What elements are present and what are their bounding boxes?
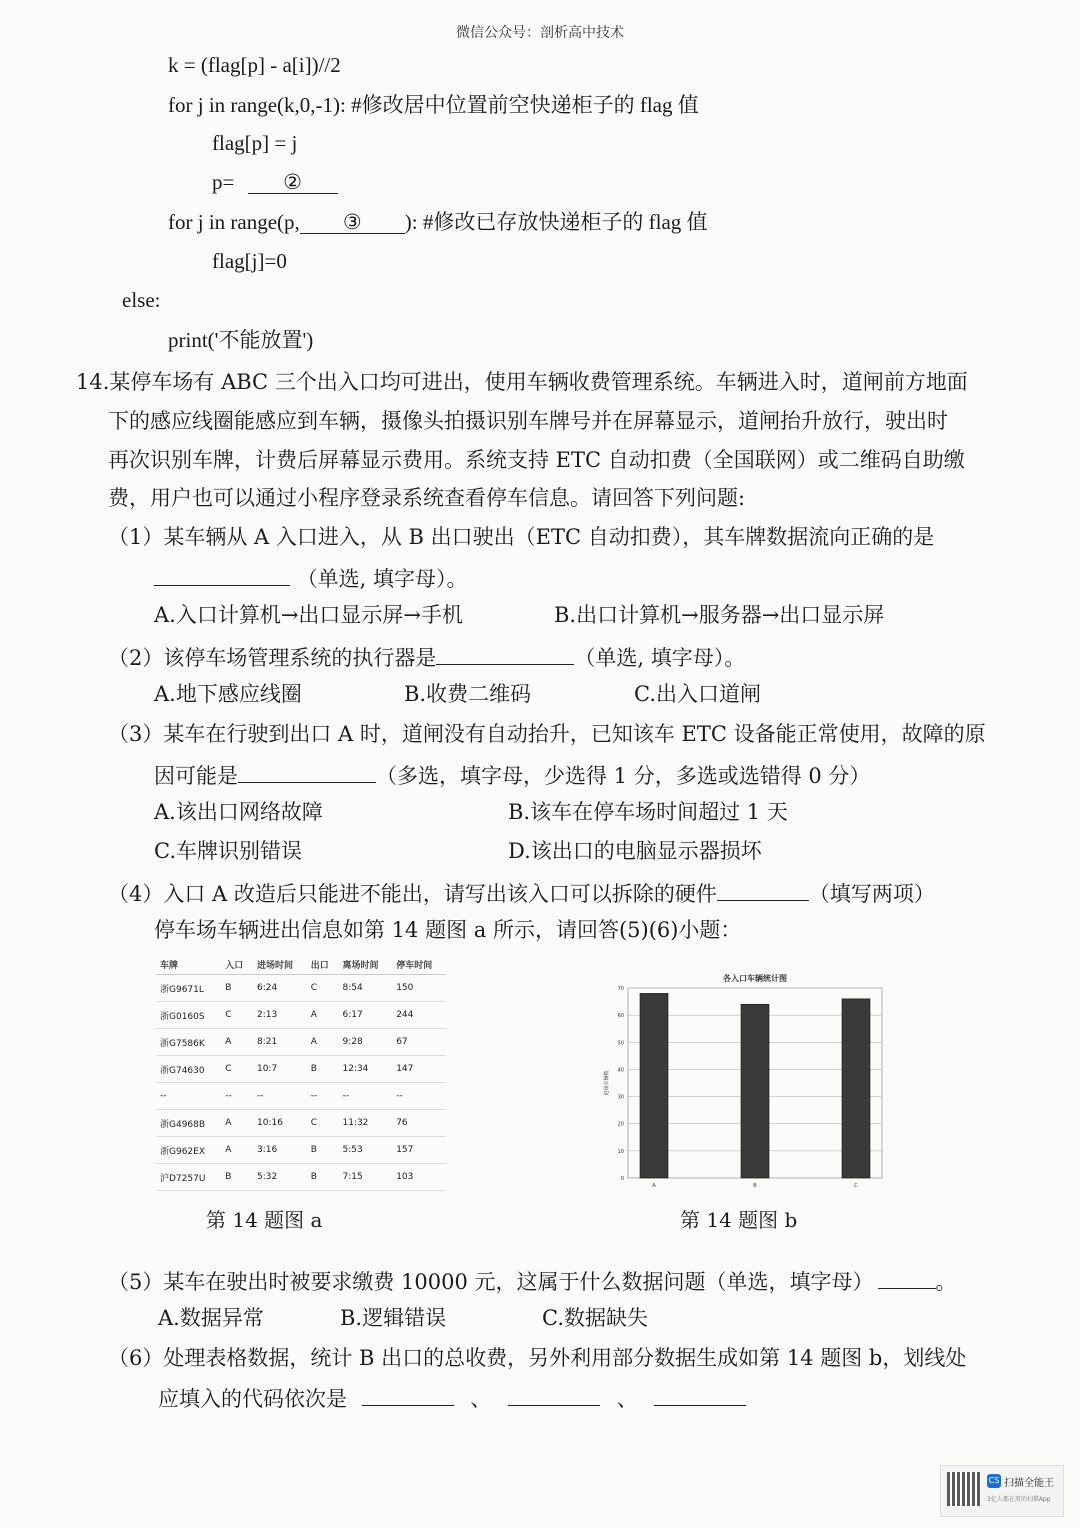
- q14-part1: （1）某车辆从 A 入口进入，从 B 出口驶出（ETC 自动扣费），其车牌数据流向正确的是: [108, 525, 935, 549]
- cell-exit-time: --: [338, 1083, 392, 1110]
- q14-part5-text: （5）某车在驶出时被要求缴费 10000 元，这属于什么数据问题（单选，填字母）: [108, 1270, 874, 1294]
- cell-entry-time: --: [253, 1083, 307, 1110]
- cell-exit: C: [307, 975, 339, 1002]
- q14-part1-option-a: A.入口计算机→出口显示屏→手机: [154, 603, 464, 627]
- code-line-5: [168, 207, 708, 237]
- answer-blank-2[interactable]: [436, 640, 574, 665]
- cell-duration: 157: [392, 1137, 446, 1164]
- table-row: [156, 1164, 446, 1191]
- cell-plate: 沪D7257U: [156, 1164, 221, 1191]
- badge-name: 扫描全能王: [1004, 1478, 1054, 1489]
- cell-plate: 浙G0160S: [156, 1002, 221, 1029]
- cell-exit-time: 5:53: [338, 1137, 392, 1164]
- separator-2: 、: [616, 1387, 638, 1411]
- code-for-range: for j in range(p,: [168, 210, 300, 234]
- q14-part5: [108, 1264, 957, 1297]
- cell-entry-time: 2:13: [253, 1002, 307, 1029]
- q14-part1-answer-line: [154, 561, 468, 594]
- answer-blank-5[interactable]: [878, 1264, 936, 1289]
- answer-blank-6b[interactable]: [508, 1381, 600, 1406]
- q14-part4-text: （4）入口 A 改造后只能进不能出，请写出该入口可以拆除的硬件: [108, 882, 717, 906]
- cell-plate: 浙G74630: [156, 1056, 221, 1083]
- q14-stem-2: 下的感应线圈能感应到车辆，摄像头拍摄识别车牌号并在屏幕显示，道闸抬升放行，驶出时: [108, 409, 948, 433]
- cell-entry: C: [221, 1056, 253, 1083]
- blank-2: ②: [248, 169, 338, 194]
- q14-part2: [108, 640, 745, 673]
- q14-stem-4: 费，用户也可以通过小程序登录系统查看停车信息。请回答下列问题:: [108, 486, 746, 510]
- col-exit: 出口: [307, 954, 339, 975]
- q14-part2-option-c: C.出入口道闸: [634, 682, 761, 706]
- entry-bar-chart: [596, 966, 892, 1192]
- cell-entry: B: [221, 1164, 253, 1191]
- chart-title: 各入口车辆统计图: [723, 974, 787, 983]
- code-line-6: flag[j]=0: [212, 249, 287, 273]
- q14-part5-option-a: A.数据异常: [158, 1306, 264, 1330]
- cell-entry-time: 10:7: [253, 1056, 307, 1083]
- cell-exit-time: 7:15: [338, 1164, 392, 1191]
- table-row: [156, 975, 446, 1002]
- badge-subtitle: 3亿人都在用的扫描App: [987, 1496, 1051, 1503]
- q14-part2-option-b: B.收费二维码: [404, 682, 532, 706]
- cell-entry: C: [221, 1002, 253, 1029]
- cell-entry-time: 5:32: [253, 1164, 307, 1191]
- y-tick-label: 40: [617, 1067, 624, 1074]
- q14-part2-option-a: A.地下感应线圈: [154, 682, 302, 706]
- q14-part4-tail: （填写两项）: [808, 882, 935, 906]
- cell-exit: C: [307, 1110, 339, 1137]
- col-duration: 停车时间: [392, 954, 446, 975]
- q14-part3-option-d: D.该出口的电脑显示器损坏: [508, 839, 762, 863]
- cell-duration: --: [392, 1083, 446, 1110]
- x-tick-label: B: [753, 1183, 757, 1189]
- cell-duration: 244: [392, 1002, 446, 1029]
- cell-exit: --: [307, 1083, 339, 1110]
- q14-part2-tail: （单选, 填字母）。: [574, 646, 746, 670]
- q14-part6-line2: [158, 1381, 746, 1414]
- figure-intro: 停车场车辆进出信息如第 14 题图 a 所示，请回答(5)(6)小题：: [154, 918, 742, 942]
- caption-figure-b: 第 14 题图 b: [680, 1208, 798, 1232]
- y-tick-label: 10: [617, 1148, 624, 1155]
- cell-plate: 浙G4968B: [156, 1110, 221, 1137]
- answer-blank-3[interactable]: [238, 758, 376, 783]
- code-p-assign: p=: [212, 170, 235, 194]
- code-else: else:: [122, 288, 161, 312]
- cell-entry: --: [221, 1083, 253, 1110]
- cell-plate: 浙G7586K: [156, 1029, 221, 1056]
- y-tick-label: 0: [620, 1176, 624, 1182]
- cell-exit-time: 6:17: [338, 1002, 392, 1029]
- separator-1: 、: [470, 1387, 492, 1411]
- y-tick-label: 30: [617, 1094, 624, 1101]
- table-header-row: [156, 954, 446, 975]
- answer-blank-6a[interactable]: [362, 1381, 454, 1406]
- col-entry: 入口: [221, 954, 253, 975]
- code-line-2: for j in range(k,0,-1): #修改居中位置前空快递柜子的 flag 值: [168, 93, 699, 117]
- code-line-1: k = (flag[p] - a[i])//2: [168, 53, 341, 77]
- table-row: [156, 1110, 446, 1137]
- cell-duration: 147: [392, 1056, 446, 1083]
- q14-part3-option-c: C.车牌识别错误: [154, 839, 302, 863]
- cell-exit-time: 11:32: [338, 1110, 392, 1137]
- cell-exit: B: [307, 1137, 339, 1164]
- blank-3: ③: [300, 209, 405, 234]
- bar-B: [741, 1004, 769, 1178]
- cell-exit-time: 8:54: [338, 975, 392, 1002]
- cell-exit-time: 12:34: [338, 1056, 392, 1083]
- cell-duration: 150: [392, 975, 446, 1002]
- q14-part5-option-c: C.数据缺失: [542, 1306, 648, 1330]
- cell-duration: 76: [392, 1110, 446, 1137]
- q14-part3-line2: [154, 758, 870, 791]
- answer-blank-4[interactable]: [717, 876, 809, 901]
- col-exit-time: 离场时间: [338, 954, 392, 975]
- cell-entry-time: 10:16: [253, 1110, 307, 1137]
- code-line-4: [212, 167, 338, 197]
- col-plate: 车牌: [156, 954, 221, 975]
- cell-duration: 67: [392, 1029, 446, 1056]
- q14-part1-tail: （单选, 填字母）。: [296, 567, 468, 591]
- x-tick-label: A: [652, 1183, 656, 1189]
- q14-part1-option-b: B.出口计算机→服务器→出口显示屏: [554, 603, 885, 627]
- q14-part6: （6）处理表格数据，统计 B 出口的总收费，另外利用部分数据生成如第 14 题图 b，划线处: [108, 1346, 967, 1370]
- cell-entry: B: [221, 975, 253, 1002]
- cell-plate: 浙G9671L: [156, 975, 221, 1002]
- q14-part3-option-a: A.该出口网络故障: [154, 800, 323, 824]
- y-tick-label: 70: [617, 986, 624, 992]
- qr-code-icon: [947, 1472, 981, 1506]
- code-for-comment: ): #修改已存放快递柜子的 flag 值: [404, 210, 708, 234]
- scanner-watermark-badge: [940, 1465, 1064, 1517]
- col-entry-time: 进场时间: [253, 954, 307, 975]
- cell-exit: A: [307, 1002, 339, 1029]
- q14-part3: （3）某车在行驶到出口 A 时，道闸没有自动抬升，已知该车 ETC 设备能正常使用，故障的原: [108, 722, 986, 746]
- y-tick-label: 20: [617, 1121, 624, 1128]
- cell-exit-time: 9:28: [338, 1029, 392, 1056]
- table-row: [156, 1002, 446, 1029]
- q14-part6-code: 应填入的代码依次是: [158, 1387, 347, 1411]
- cell-entry: A: [221, 1110, 253, 1137]
- cell-entry-time: 6:24: [253, 975, 307, 1002]
- cell-duration: 103: [392, 1164, 446, 1191]
- q14-stem-3: 再次识别车牌，计费后屏幕显示费用。系统支持 ETC 自动扣费（全国联网）或二维码自助缴: [108, 448, 965, 472]
- y-axis-label: 进场车辆数: [604, 1070, 610, 1096]
- table-row: [156, 1083, 446, 1110]
- table-row: [156, 1137, 446, 1164]
- q14-part4: [108, 876, 935, 909]
- cell-entry: A: [221, 1029, 253, 1056]
- q14-part5-option-b: B.逻辑错误: [340, 1306, 447, 1330]
- page-header: 微信公众号：剖析高中技术: [456, 25, 624, 41]
- cs-logo-icon: CS: [987, 1474, 1001, 1488]
- cell-exit: B: [307, 1056, 339, 1083]
- cell-exit: A: [307, 1029, 339, 1056]
- vehicle-table: [156, 954, 446, 1191]
- answer-blank-6c[interactable]: [654, 1381, 746, 1406]
- q14-part3-tail: （多选，填字母，少选得 1 分，多选或选错得 0 分）: [376, 764, 871, 788]
- q14-part2-text: （2）该停车场管理系统的执行器是: [108, 646, 437, 670]
- cell-exit: B: [307, 1164, 339, 1191]
- caption-figure-a: 第 14 题图 a: [206, 1208, 323, 1232]
- table-row: [156, 1056, 446, 1083]
- answer-blank-1[interactable]: [154, 561, 290, 586]
- cell-plate: 浙G962EX: [156, 1137, 221, 1164]
- q14-part3-option-b: B.该车在停车场时间超过 1 天: [508, 800, 788, 824]
- table-row: [156, 1029, 446, 1056]
- bar-C: [842, 999, 870, 1178]
- y-tick-label: 60: [617, 1013, 624, 1020]
- code-print: print('不能放置'): [168, 328, 314, 352]
- bar-A: [640, 993, 668, 1178]
- q14-part5-end: 。: [935, 1270, 957, 1294]
- x-tick-label: C: [854, 1183, 858, 1189]
- cell-entry-time: 8:21: [253, 1029, 307, 1056]
- cell-entry: A: [221, 1137, 253, 1164]
- cell-plate: --: [156, 1083, 221, 1110]
- code-line-3: flag[p] = j: [212, 131, 298, 155]
- cell-entry-time: 3:16: [253, 1137, 307, 1164]
- y-tick-label: 50: [617, 1040, 624, 1047]
- q14-stem-1: 14.某停车场有 ABC 三个出入口均可进出，使用车辆收费管理系统。车辆进入时，道闸前方地面: [76, 370, 968, 394]
- q14-part3-reason: 因可能是: [154, 764, 238, 788]
